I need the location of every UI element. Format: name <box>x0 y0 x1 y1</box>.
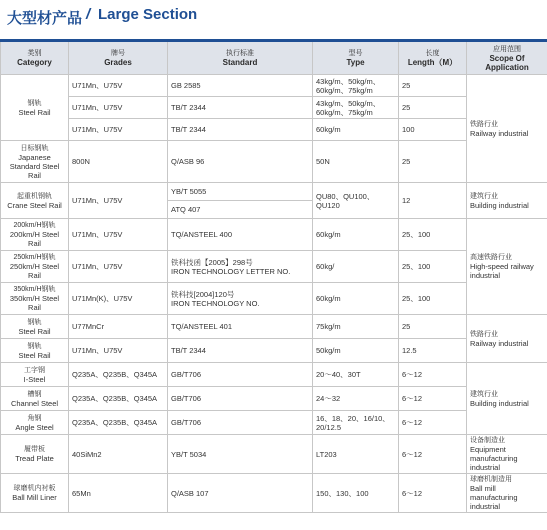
standard-cell: TQ/ANSTEEL 400 <box>168 219 313 251</box>
col-header-standard: 执行标准 Standard <box>168 41 313 75</box>
grade-cell: 40SiMn2 <box>69 435 168 474</box>
standard-cell: YB/T 5034 <box>168 435 313 474</box>
standard-cell: GB/T706 <box>168 411 313 435</box>
length-cell: 6～12 <box>399 387 467 411</box>
length-cell: 6～12 <box>399 435 467 474</box>
standard-cell: GB 2585 <box>168 75 313 97</box>
standard-cell: GB/T706 <box>168 387 313 411</box>
standard-cell: Q/ASB 96 <box>168 141 313 183</box>
length-cell: 25 <box>399 97 467 119</box>
table-row <box>1 474 547 513</box>
table-row <box>1 283 547 315</box>
application-cell: 设备制造业 Equipment manufacturing industrial <box>467 435 547 474</box>
grade-cell: 65Mn <box>69 474 168 513</box>
grade-cell: Q235A、Q235B、Q345A <box>69 411 168 435</box>
table-row <box>1 411 547 435</box>
page-title-cn: 大型材产品 <box>7 10 83 27</box>
grade-cell: Q235A、Q235B、Q345A <box>69 363 168 387</box>
standard-cell: ATQ 407 <box>168 201 313 219</box>
category-cell: 钢轨 Steel Rail <box>1 315 69 339</box>
category-cell: 工字钢 I-Steel <box>1 363 69 387</box>
table-row <box>1 75 547 97</box>
application-cell: 铁路行业 Railway industrial <box>467 315 547 363</box>
type-cell: 150、130、100 <box>313 474 399 513</box>
type-cell: 24～32 <box>313 387 399 411</box>
length-cell: 12.5 <box>399 339 467 363</box>
grade-cell: U71Mn、U75V <box>69 219 168 251</box>
grade-cell: U71Mn(K)、U75V <box>69 283 168 315</box>
page-title-en: Large Section <box>98 6 198 23</box>
grade-cell: U71Mn、U75V <box>69 119 168 141</box>
category-cell: 槽钢 Channel Steel <box>1 387 69 411</box>
grade-cell: Q235A、Q235B、Q345A <box>69 387 168 411</box>
type-cell: 60kg/m <box>313 283 399 315</box>
table-row <box>1 219 547 251</box>
standard-cell: 铁科技[2004]120号 IRON TECHNOLOGY NO. <box>168 283 313 315</box>
grade-cell: U71Mn、U75V <box>69 251 168 283</box>
type-cell: 43kg/m、50kg/m、60kg/m、75kg/m <box>313 97 399 119</box>
application-cell: 球磨机制造用 Ball mill manufacturing industrial <box>467 474 547 513</box>
length-cell: 100 <box>399 119 467 141</box>
page-header <box>0 0 547 36</box>
grade-cell: U71Mn、U75V <box>69 97 168 119</box>
col-header-category: 类别 Category <box>1 41 69 75</box>
category-cell: 角钢 Angle Steel <box>1 411 69 435</box>
category-cell: 200km/H钢轨 200km/H Steel Rail <box>1 219 69 251</box>
grade-cell: U71Mn、U75V <box>69 339 168 363</box>
table-row <box>1 183 547 201</box>
category-cell: 球磨机内衬板 Ball Mill Liner <box>1 474 69 513</box>
category-cell: 350km/H钢轨 350km/H Steel Rail <box>1 283 69 315</box>
type-cell: QU80、QU100、QU120 <box>313 183 399 219</box>
application-cell: 建筑行业 Building industrial <box>467 183 547 219</box>
type-cell: 43kg/m、50kg/m、60kg/m、75kg/m <box>313 75 399 97</box>
table-header-row <box>1 41 547 75</box>
table-row <box>1 339 547 363</box>
table-row <box>1 387 547 411</box>
grade-cell: 800N <box>69 141 168 183</box>
type-cell: LT203 <box>313 435 399 474</box>
table-row <box>1 119 547 141</box>
table-row <box>1 97 547 119</box>
length-cell: 25、100 <box>399 219 467 251</box>
category-cell: 钢轨 Steel Rail <box>1 75 69 141</box>
type-cell: 60kg/m <box>313 219 399 251</box>
category-cell: 钢轨 Steel Rail <box>1 339 69 363</box>
category-cell: 履带板 Tread Plate <box>1 435 69 474</box>
col-header-application: 应用范围 Scope Of Application <box>467 41 547 75</box>
type-cell: 75kg/m <box>313 315 399 339</box>
grade-cell: U71Mn、U75V <box>69 75 168 97</box>
table-row <box>1 435 547 474</box>
standard-cell: TB/T 2344 <box>168 339 313 363</box>
table-row <box>1 141 547 183</box>
application-cell: 建筑行业 Building industrial <box>467 363 547 435</box>
length-cell: 25 <box>399 75 467 97</box>
category-cell: 日标钢轨 Japanese Standard Steel Rail <box>1 141 69 183</box>
length-cell: 25、100 <box>399 251 467 283</box>
application-cell: 高速铁路行业 High-speed railway industrial <box>467 219 547 315</box>
grade-cell: U77MnCr <box>69 315 168 339</box>
length-cell: 25 <box>399 315 467 339</box>
standard-cell: GB/T706 <box>168 363 313 387</box>
standard-cell: Q/ASB 107 <box>168 474 313 513</box>
col-header-grades: 牌号 Grades <box>69 41 168 75</box>
type-cell: 20～40、30T <box>313 363 399 387</box>
length-cell: 6～12 <box>399 474 467 513</box>
type-cell: 16、18、20、16/10、20/12.5 <box>313 411 399 435</box>
length-cell: 12 <box>399 183 467 219</box>
standard-cell: TQ/ANSTEEL 401 <box>168 315 313 339</box>
length-cell: 6～12 <box>399 363 467 387</box>
category-cell: 起重机钢轨 Crane Steel Rail <box>1 183 69 219</box>
length-cell: 25 <box>399 141 467 183</box>
type-cell: 50kg/m <box>313 339 399 363</box>
grade-cell: U71Mn、U75V <box>69 183 168 219</box>
table-row <box>1 363 547 387</box>
col-header-type: 型号 Type <box>313 41 399 75</box>
table-row <box>1 315 547 339</box>
standard-cell: TB/T 2344 <box>168 119 313 141</box>
title-separator: / <box>86 6 91 23</box>
product-table <box>0 39 547 513</box>
category-cell: 250km/H钢轨 250km/H Steel Rail <box>1 251 69 283</box>
type-cell: 60kg/ <box>313 251 399 283</box>
table-row <box>1 251 547 283</box>
standard-cell: TB/T 2344 <box>168 97 313 119</box>
type-cell: 60kg/m <box>313 119 399 141</box>
type-cell: 50N <box>313 141 399 183</box>
application-cell: 铁路行业 Railway industrial <box>467 75 547 183</box>
standard-cell: 铁科技函【2005】298号 IRON TECHNOLOGY LETTER NO. <box>168 251 313 283</box>
standard-cell: YB/T 5055 <box>168 183 313 201</box>
length-cell: 25、100 <box>399 283 467 315</box>
length-cell: 6～12 <box>399 411 467 435</box>
col-header-length: 长度 Length（M） <box>399 41 467 75</box>
